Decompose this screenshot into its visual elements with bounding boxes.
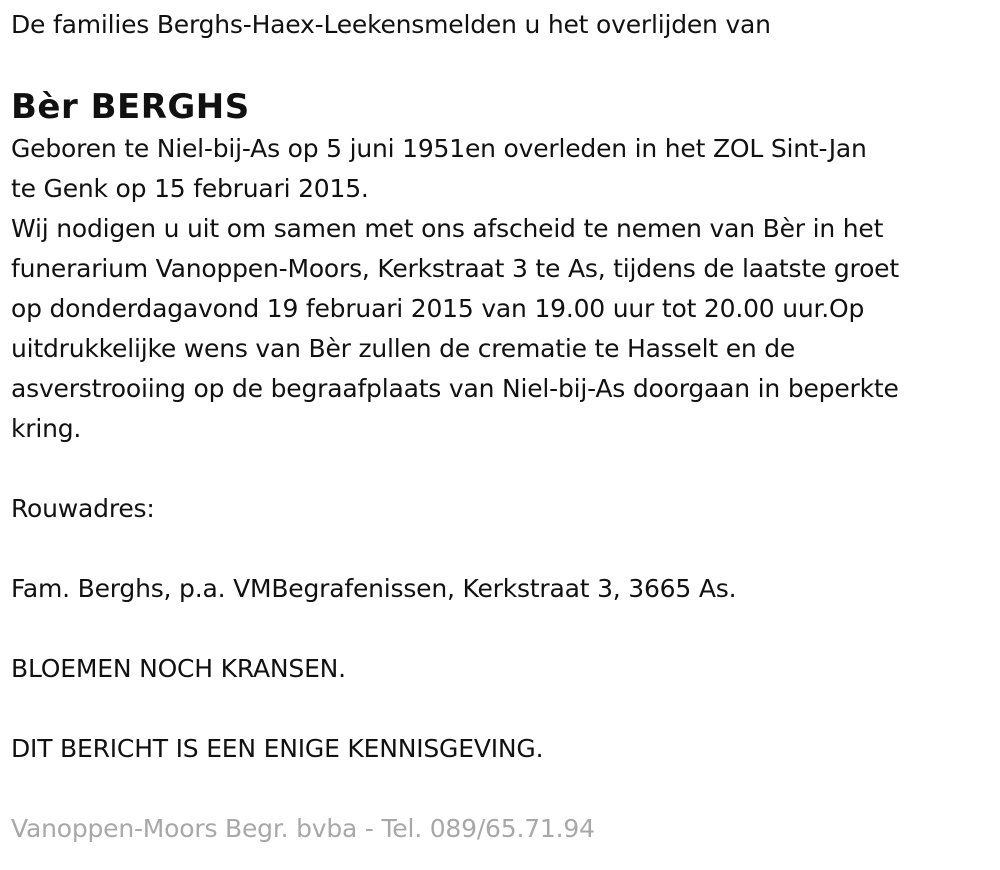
spacer — [11, 609, 991, 649]
body-line: uitdrukkelijke wens van Bèr zullen de crematie te Hasselt en de — [11, 334, 796, 363]
body-line: Wij nodigen u uit om samen met ons afscheid te nemen van Bèr in het — [11, 214, 884, 243]
spacer — [11, 449, 991, 489]
deceased-name: Bèr BERGHS — [11, 87, 250, 127]
body-line: funerarium Vanoppen-Moors, Kerkstraat 3 te As, tijdens de laatste groet — [11, 254, 899, 283]
obituary-notice — [11, 0, 991, 849]
announcement-note: DIT BERICHT IS EEN ENIGE KENNISGEVING. — [11, 734, 544, 763]
body-line: op donderdagavond 19 februari 2015 van 19.00 uur tot 20.00 uur.Op — [11, 294, 865, 323]
flowers-note: BLOEMEN NOCH KRANSEN. — [11, 654, 346, 683]
funeral-home-footer: Vanoppen-Moors Begr. bvba - Tel. 089/65.71.94 — [11, 814, 595, 843]
rouwadres-address: Fam. Berghs, p.a. VMBegrafenissen, Kerkstraat 3, 3665 As. — [11, 574, 737, 603]
body-line: asverstrooiing op de begraafplaats van Niel-bij-As doorgaan in beperkte — [11, 374, 899, 403]
body-line: te Genk op 15 februari 2015. — [11, 174, 369, 203]
rouwadres-label: Rouwadres: — [11, 494, 155, 523]
body-line: Geboren te Niel-bij-As op 5 juni 1951en overleden in het ZOL Sint-Jan — [11, 134, 867, 163]
intro-text: De families Berghs-Haex-Leekensmelden u het overlijden van — [11, 10, 771, 39]
body-line: kring. — [11, 414, 82, 443]
spacer — [11, 689, 991, 729]
notice-body — [11, 129, 991, 449]
spacer — [11, 769, 991, 809]
spacer — [11, 529, 991, 569]
